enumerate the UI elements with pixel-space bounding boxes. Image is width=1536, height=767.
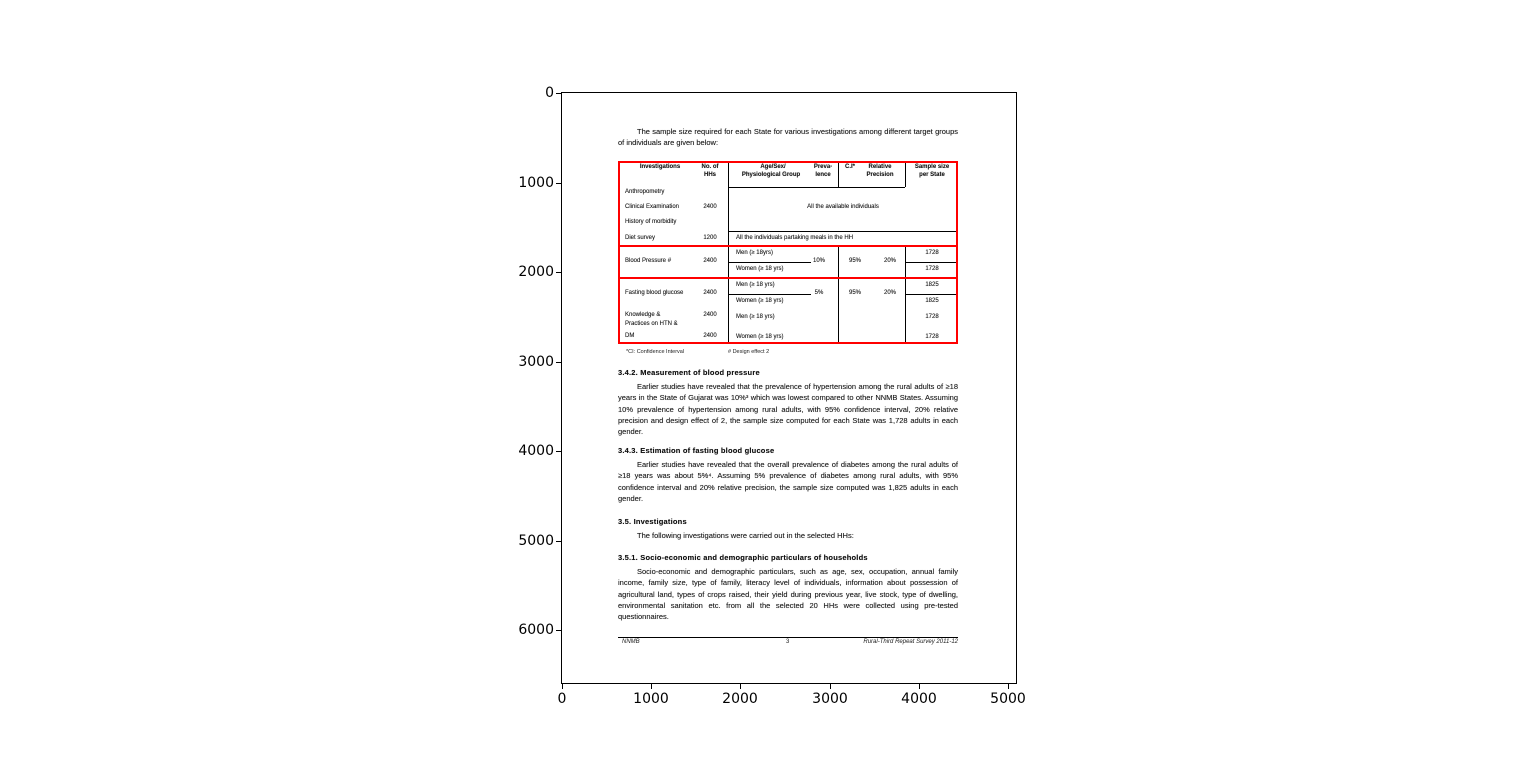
y-tick-label: 5000 <box>518 533 554 549</box>
x-tick-mark <box>919 684 920 689</box>
table-cell-glucose-women: Women (≥ 18 yrs) <box>736 298 784 304</box>
footer-survey-title: Rural-Third Repeat Survey 2011-12 <box>863 639 958 645</box>
table-cell-bp-women: Women (≥ 18 yrs) <box>736 266 784 272</box>
y-tick-label: 3000 <box>518 354 554 370</box>
y-tick-label: 2000 <box>518 264 554 280</box>
table-cell-bp-sample-women: 1728 <box>925 266 939 272</box>
table-header-ci: C.I* <box>844 164 856 170</box>
table-cell-glucose-precision: 20% <box>883 290 897 296</box>
table-cell-hh-count: 2400 <box>703 333 717 339</box>
y-tick-mark <box>556 630 561 631</box>
intro-paragraph: The sample size required for each State for various investigations among different target groups of individuals are given below: <box>618 127 958 148</box>
table-cell-knowledge-women: Women (≥ 18 yrs) <box>736 334 784 340</box>
x-tick-mark <box>651 684 652 689</box>
x-tick-label: 1000 <box>633 691 669 707</box>
table-header-age-sex: Age/Sex/ <box>760 164 786 170</box>
y-tick-mark <box>556 272 561 273</box>
footer-org: NNMB <box>622 639 640 645</box>
table-cell-knowledge: Knowledge & <box>625 312 661 318</box>
table-header-no-of-hhs: No. of <box>701 164 719 170</box>
y-tick-label: 1000 <box>518 175 554 191</box>
x-tick-label: 5000 <box>990 691 1026 707</box>
x-tick-mark <box>562 684 563 689</box>
section-body-342: Earlier studies have revealed that the prevalence of hypertension among the rural adults of ≥18 years in the State of Gujarat was 10%³ which was lowest compared to other NNMB States. Assuming 10% prevalence of hypertension among rural adults, with 95% confidence interval, 20% relative precision and design effect of 2, the sample size computed for each State was 1,728 adults in each gender. <box>618 382 958 437</box>
x-tick-label: 3000 <box>812 691 848 707</box>
y-tick-mark <box>556 362 561 363</box>
x-tick-mark <box>830 684 831 689</box>
table-cell-hh-count: 2400 <box>703 290 717 296</box>
plot-area <box>518 85 1026 707</box>
table-cell-knowledge: Practices on HTN & <box>625 321 678 327</box>
footer-page-number: 3 <box>786 639 790 645</box>
table-cell-history-morbidity: History of morbidity <box>625 219 677 225</box>
document-page <box>562 93 1016 683</box>
section-body-35: The following investigations were carried out in the selected HHs: <box>637 531 854 540</box>
sample-size-table <box>618 161 958 344</box>
table-cell-diet-survey: Diet survey <box>625 235 656 241</box>
footnote-ci: *CI: Confidence Interval <box>626 349 685 355</box>
table-header-no-of-hhs: HHs <box>703 172 717 178</box>
y-tick-label: 0 <box>545 85 554 101</box>
table-cell-hh-count: 2400 <box>703 258 717 264</box>
table-cell-knowledge-men: Men (≥ 18 yrs) <box>736 314 775 320</box>
table-cell-knowledge-sample-women: 1728 <box>925 334 939 340</box>
table-header-prevalence: Preva- <box>813 164 833 170</box>
y-tick-label: 4000 <box>518 443 554 459</box>
table-header-sample-size: Sample size <box>914 164 950 170</box>
table-cell-bp-prevalence: 10% <box>812 258 826 264</box>
x-tick-mark <box>740 684 741 689</box>
table-cell-knowledge-sample-men: 1728 <box>925 314 939 320</box>
section-heading-351: 3.5.1. Socio-economic and demographic particulars of households <box>618 553 868 562</box>
table-cell-blood-pressure: Blood Pressure # <box>625 258 672 264</box>
red-annotation-line <box>618 245 958 247</box>
x-tick-label: 4000 <box>901 691 937 707</box>
red-annotation-box <box>618 161 958 344</box>
table-header-prevalence: lence <box>815 172 831 178</box>
table-header-relative-precision: Precision <box>866 172 894 178</box>
y-tick-label: 6000 <box>518 622 554 638</box>
y-tick-mark <box>556 93 561 94</box>
footer-rule <box>618 637 958 638</box>
x-tick-mark <box>1008 684 1009 689</box>
table-cell-bp-sample-men: 1728 <box>925 250 939 256</box>
section-heading-343: 3.4.3. Estimation of fasting blood glucose <box>618 446 775 455</box>
table-cell-glucose-men: Men (≥ 18 yrs) <box>736 282 775 288</box>
table-cell-bp-precision: 20% <box>883 258 897 264</box>
red-annotation-line <box>618 277 958 279</box>
table-cell-bp-ci: 95% <box>848 258 862 264</box>
table-cell-glucose-prevalence: 5% <box>814 290 824 296</box>
table-cell-knowledge: DM <box>625 333 635 339</box>
section-heading-342: 3.4.2. Measurement of blood pressure <box>618 368 760 377</box>
table-cell-glucose-sample-men: 1825 <box>925 282 939 288</box>
section-body-351: Socio-economic and demographic particulars, such as age, sex, occupation, annual family income, family size, type of family, literacy level of individuals, information about possession of agricultural land, types of crops raised, their yield during previous year, live stock, type of dwelling, environmental sanitation etc. from all the selected 20 HHs were collected using pre-tested questionnaires. <box>618 567 958 622</box>
footnote-design-effect: # Design effect 2 <box>728 349 770 355</box>
table-cell-hh-count: 2400 <box>703 312 717 318</box>
y-tick-mark <box>556 541 561 542</box>
x-tick-label: 0 <box>557 691 567 707</box>
table-cell-all-individuals: All the available individuals <box>807 204 879 210</box>
table-cell-fasting-glucose: Fasting blood glucose <box>625 290 684 296</box>
table-header-investigations: Investigations <box>639 164 681 170</box>
table-header-age-sex: Physiological Group <box>741 172 801 178</box>
table-header-sample-size: per State <box>919 172 945 178</box>
y-tick-mark <box>556 451 561 452</box>
table-cell-bp-men: Men (≥ 18yrs) <box>736 250 773 256</box>
table-cell-glucose-ci: 95% <box>848 290 862 296</box>
table-cell-hh-count: 2400 <box>703 204 717 210</box>
y-tick-mark <box>556 183 561 184</box>
table-cell-glucose-sample-women: 1825 <box>925 298 939 304</box>
section-body-343: Earlier studies have revealed that the overall prevalence of diabetes among the rural adults of ≥18 years was about 5%⁴. Assuming 5% prevalence of diabetes among rural adults, with 95% confidence interval and 20% relative precision, the sample size computed was 1,825 adults in each gender. <box>618 460 958 503</box>
x-tick-label: 2000 <box>722 691 758 707</box>
table-cell-hh-count: 1200 <box>703 235 717 241</box>
table-header-relative-precision: Relative <box>868 164 892 170</box>
section-heading-35: 3.5. Investigations <box>618 517 687 526</box>
table-cell-clinical-examination: Clinical Examination <box>625 204 680 210</box>
table-cell-partaking-meals: All the individuals partaking meals in the HH <box>736 235 854 241</box>
table-cell-anthropometry: Anthropometry <box>625 189 665 195</box>
